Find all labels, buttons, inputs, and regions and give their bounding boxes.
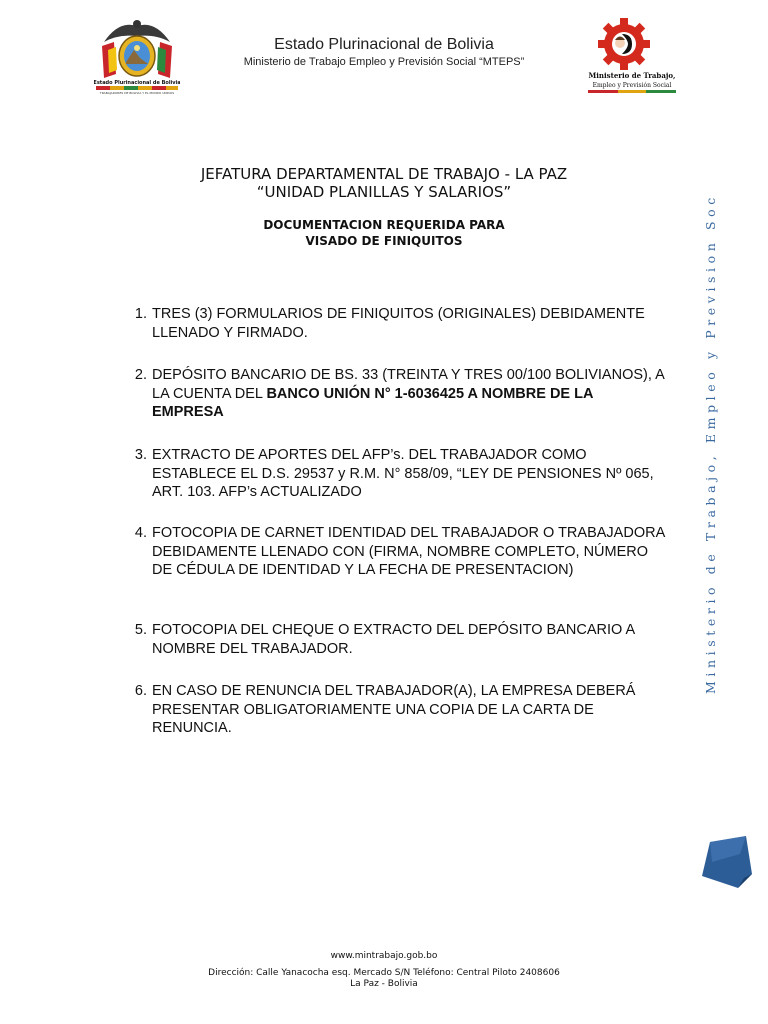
list-item-6: [125, 682, 665, 738]
item-text: TRES (3) FORMULARIOS DE FINIQUITOS (ORIGINALES) DEBIDAMENTE LLENADO Y FIRMADO.: [152, 306, 645, 341]
ministry-side-text: [702, 198, 720, 698]
list-item-1: [125, 305, 665, 342]
item-text: EN CASO DE RENUNCIA DEL TRABAJADOR(A), LA EMPRESA DEBERÁ PRESENTAR OBLIGATORIAMENTE UNA COPIA DE LA CARTA DE RENUNCIA.: [152, 683, 636, 736]
item-text: FOTOCOPIA DEL CHEQUE O EXTRACTO DEL DEPÓSITO BANCARIO A NOMBRE DEL TRABAJADOR.: [152, 622, 635, 657]
ministry-logo: [584, 18, 680, 96]
list-item-3: [125, 446, 665, 502]
item-text-bold: BANCO UNIÓN N° 1-6036425 A NOMBRE DE LA EMPRESA: [152, 385, 593, 420]
footer-address: Dirección: Calle Yanacocha esq. Mercado S/N Teléfono: Central Piloto 2408606: [208, 968, 560, 978]
svg-text:Ministerio de Trabajo, Empleo: Ministerio de Trabajo, Empleo y Prevision Social: [703, 198, 718, 694]
item-text: FOTOCOPIA DE CARNET IDENTIDAD DEL TRABAJADOR O TRABAJADORA DEBIDAMENTE LLENADO CON (FIRMA, NOMBRE COMPLETO, NÚMERO DE CÉDULA DE IDENTIDAD Y LA FECHA DE PRESENTACION): [152, 525, 665, 578]
item-text-regular: DEPÓSITO BANCARIO DE BS. 33 (TREINTA Y TRES 00/100 BOLIVIANOS), A LA CUENTA DEL: [152, 367, 664, 402]
footer-website: www.mintrabajo.gob.bo: [330, 951, 438, 961]
item-text: EXTRACTO DE APORTES DEL AFP’s. DEL TRABAJADOR COMO ESTABLECE EL D.S. 29537 y R.M. N° 858/09, “LEY DE PENSIONES Nº 065, ART. 103. AFP’s ACTUALIZADO: [152, 447, 654, 500]
coat-of-arms-logo: [94, 12, 180, 96]
item-number: 3.: [134, 447, 147, 463]
footer-city: La Paz - Bolivia: [350, 979, 418, 989]
doc-required-heading: DOCUMENTACION REQUERIDA PARA: [263, 218, 505, 232]
department-heading: JEFATURA DEPARTAMENTAL DE TRABAJO - LA PAZ: [200, 165, 568, 183]
svg-text:Estado Plurinacional de Bolivi: Estado Plurinacional de Bolivia: [94, 80, 180, 86]
header-title: Estado Plurinacional de Bolivia: [274, 36, 494, 53]
header-subtitle: Ministerio de Trabajo Empleo y Previsión Social “MTEPS”: [243, 56, 525, 68]
finiquitos-heading: VISADO DE FINIQUITOS: [305, 234, 463, 248]
svg-text:Empleo y Previsión Social: Empleo y Previsión Social: [592, 82, 672, 89]
svg-text:TRABAJADORES DE BOLIVIA Y EL M: TRABAJADORES DE BOLIVIA Y EL MUNDO UNIDOS: [99, 91, 175, 95]
list-item-2: [125, 366, 665, 422]
item-number: 2.: [134, 367, 147, 383]
item-number: 6.: [134, 683, 147, 699]
item-number: 5.: [134, 622, 147, 638]
unit-heading: “UNIDAD PLANILLAS Y SALARIOS”: [256, 183, 512, 201]
item-number: 1.: [134, 306, 147, 322]
svg-text:Ministerio de Trabajo,: Ministerio de Trabajo,: [588, 71, 676, 80]
item-number: 4.: [134, 525, 147, 541]
item-text: [152, 366, 665, 422]
decorative-corner-shape: [700, 834, 754, 890]
list-item-4: [125, 524, 665, 580]
list-item-5: [125, 621, 665, 658]
